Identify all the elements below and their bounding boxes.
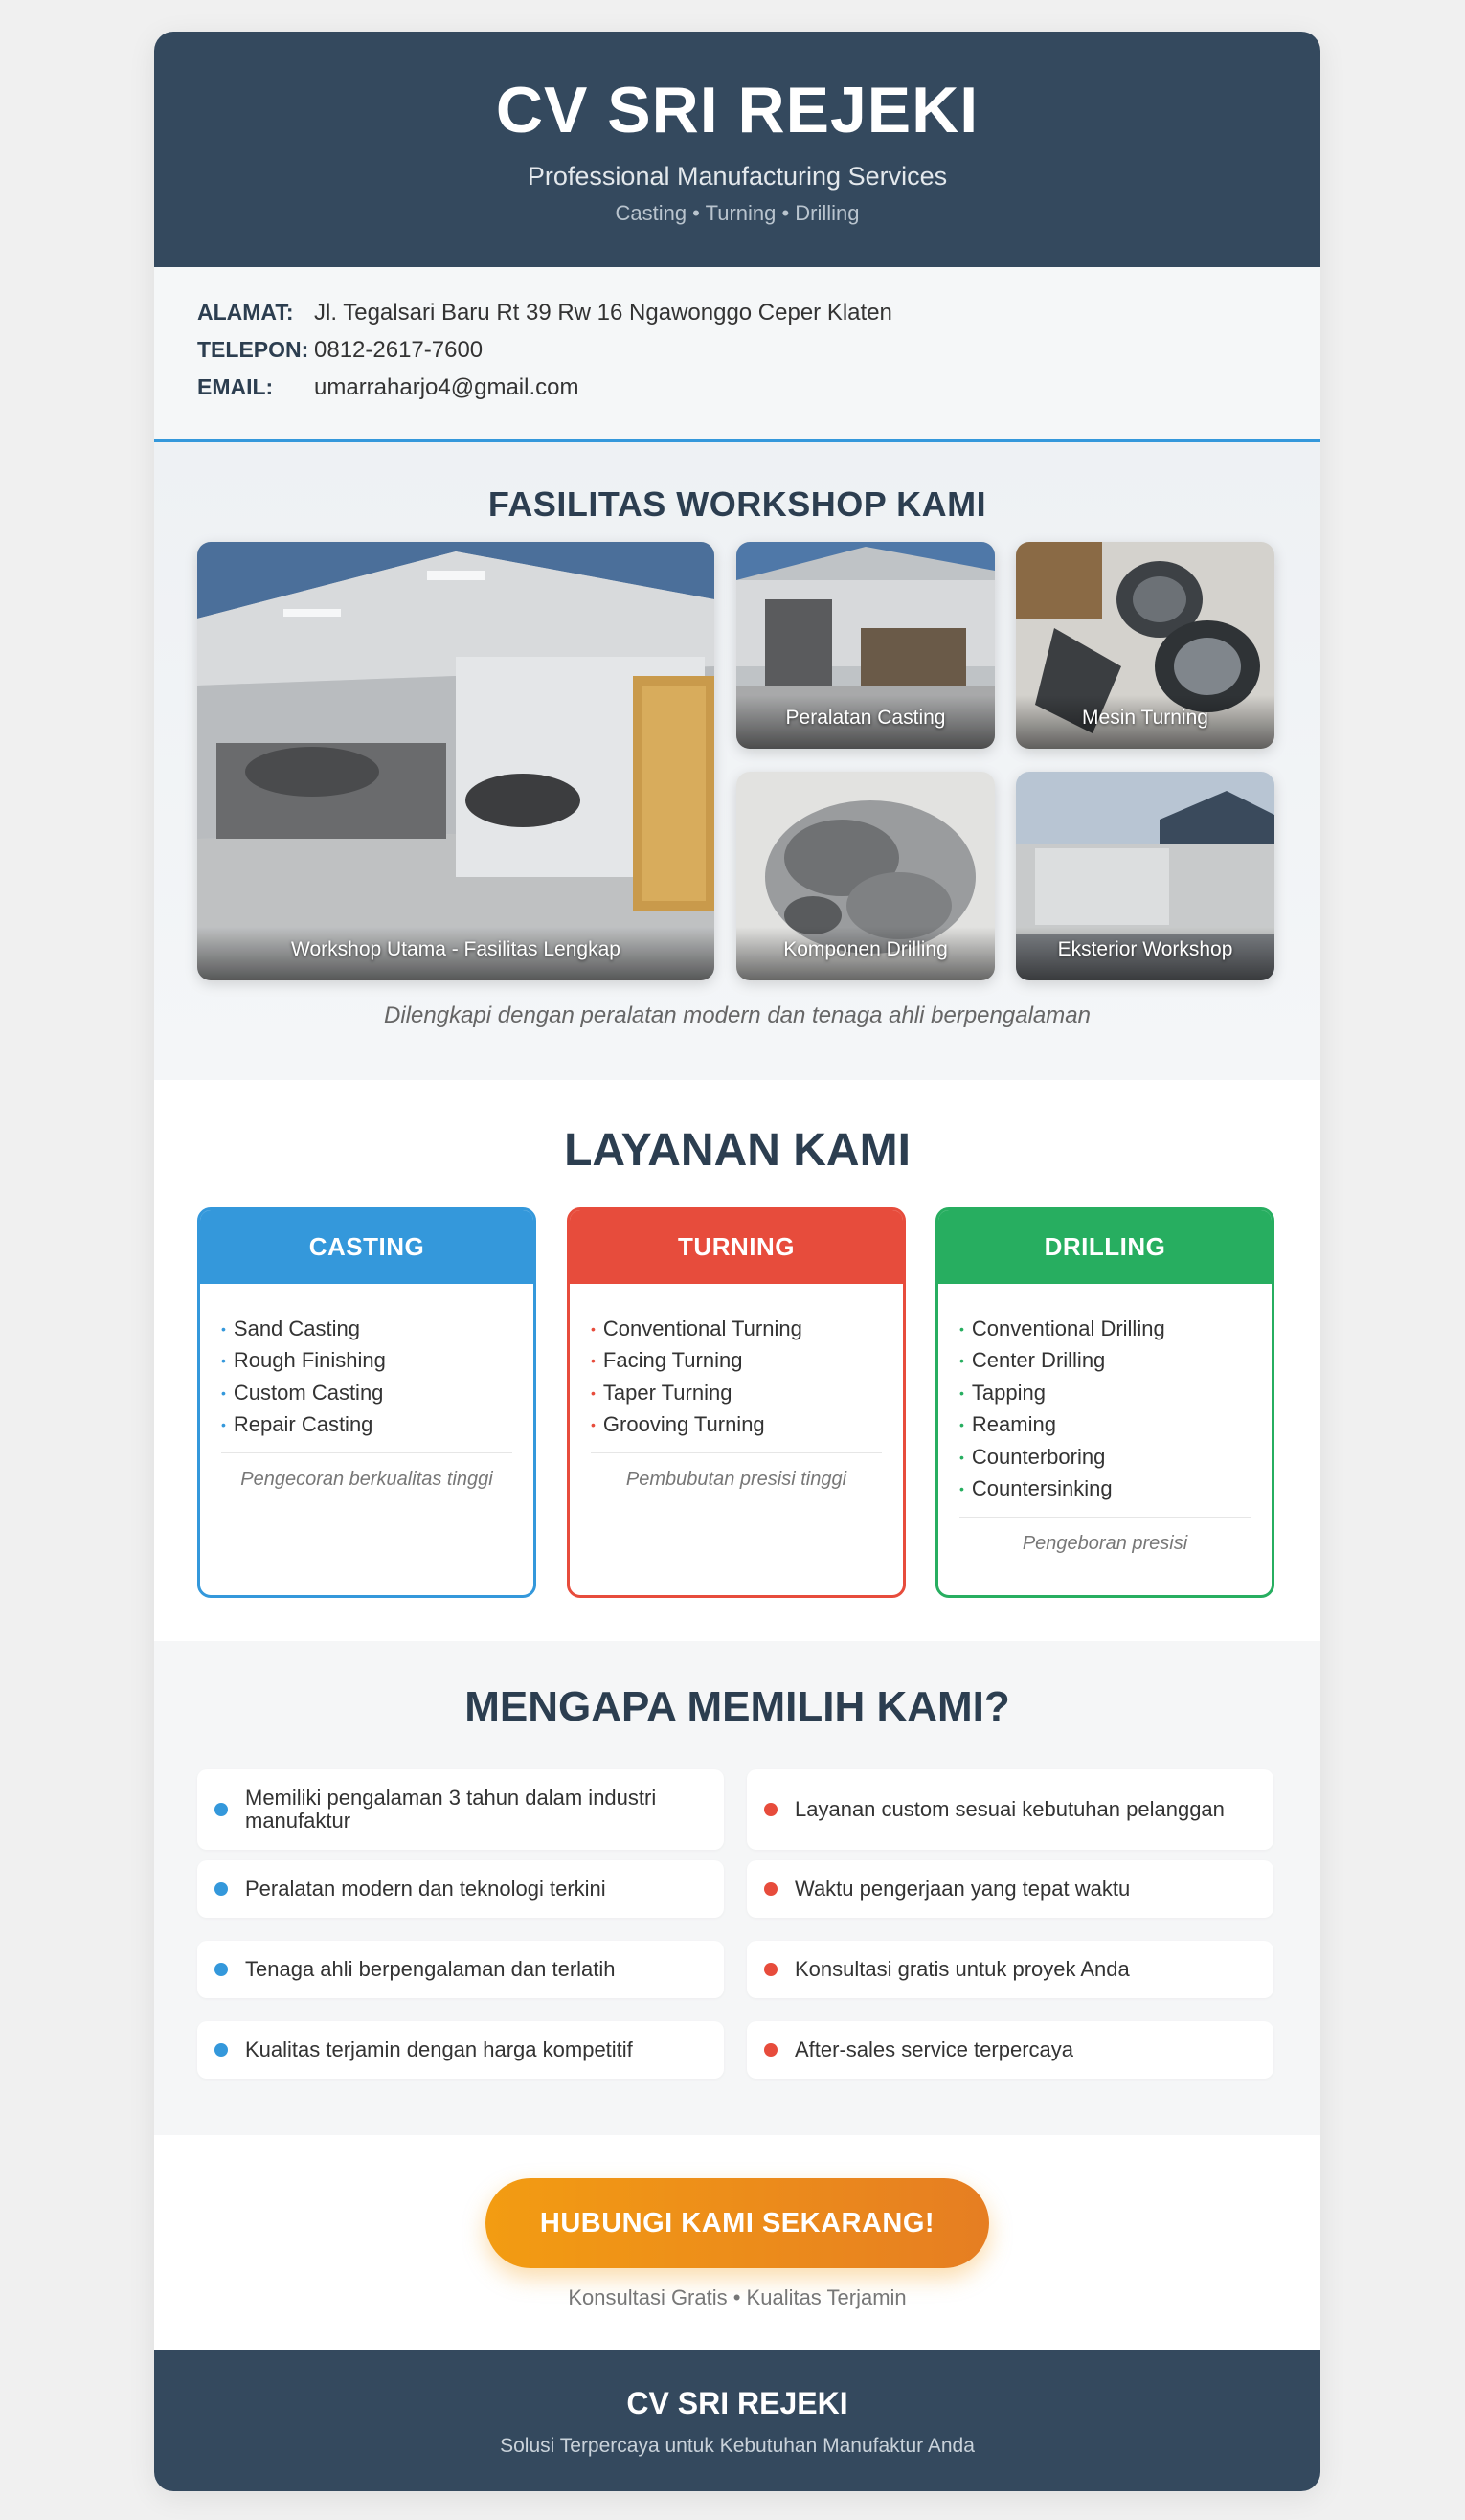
service-feature-item	[959, 1377, 1251, 1409]
bullet-icon: •	[959, 1320, 964, 1337]
why-us-text: Kualitas terjamin dengan harga kompetitif	[245, 2036, 633, 2061]
bullet-icon: •	[959, 1384, 964, 1401]
bullet-icon	[764, 1882, 778, 1896]
why-us-item	[197, 1941, 724, 1998]
feature-label: Reaming	[971, 1412, 1056, 1437]
feature-label: Taper Turning	[602, 1380, 732, 1405]
service-feature-item	[959, 1313, 1251, 1345]
why-us-item	[747, 1941, 1273, 1998]
why-us-text: Memiliki pengalaman 3 tahun dalam industri manufaktur	[245, 1785, 657, 1833]
photo-caption: Peralatan Casting	[736, 695, 995, 749]
why-us-item	[747, 1860, 1273, 1918]
service-note: Pengecoran berkualitas tinggi	[221, 1452, 512, 1491]
feature-label: Center Drilling	[971, 1348, 1106, 1373]
why-us-text: Tenaga ahli berpengalaman dan terlatih	[245, 1956, 616, 1981]
bullet-icon	[764, 1803, 778, 1816]
feature-label: Grooving Turning	[602, 1412, 765, 1437]
footer	[154, 2350, 1320, 2491]
service-feature-item	[591, 1409, 882, 1442]
bullet-icon: •	[591, 1353, 596, 1369]
service-card-turning	[567, 1207, 906, 1598]
service-feature-item	[221, 1345, 512, 1378]
service-card-casting	[197, 1207, 536, 1598]
service-feature-item	[591, 1377, 882, 1409]
bullet-icon: •	[221, 1417, 226, 1433]
services-title: LAYANAN KAMI	[564, 1125, 911, 1176]
photo-grid	[197, 542, 1277, 980]
bullet-icon: •	[959, 1353, 964, 1369]
email-label: EMAIL:	[197, 374, 274, 399]
service-feature-list	[200, 1284, 533, 1441]
why-us-item	[197, 1860, 724, 1918]
service-feature-item	[221, 1313, 512, 1345]
feature-label: Facing Turning	[602, 1348, 743, 1373]
services-section	[154, 1080, 1320, 1641]
cta-section	[154, 2135, 1320, 2350]
facilities-section	[154, 442, 1320, 1080]
feature-label: Custom Casting	[233, 1380, 384, 1405]
contact-info	[154, 267, 1320, 442]
footer-title: CV SRI REJEKI	[626, 2386, 848, 2420]
why-us-section	[154, 1641, 1320, 2135]
bullet-icon	[214, 2043, 228, 2057]
address-row	[197, 294, 1277, 331]
why-us-item	[197, 1769, 724, 1850]
feature-label: Countersinking	[971, 1476, 1113, 1501]
photo-caption: Komponen Drilling	[736, 927, 995, 980]
bullet-icon: •	[221, 1384, 226, 1401]
facilities-title: FASILITAS WORKSHOP KAMI	[487, 484, 987, 524]
service-note: Pembubutan presisi tinggi	[591, 1452, 882, 1491]
service-card-drilling	[935, 1207, 1274, 1598]
phone-row	[197, 331, 1277, 369]
phone-label: TELEPON:	[197, 337, 309, 362]
why-us-text: Konsultasi gratis untuk proyek Anda	[795, 1956, 1130, 1981]
service-feature-item	[591, 1313, 882, 1345]
photo-casting	[736, 542, 995, 749]
service-card-header: DRILLING	[938, 1210, 1272, 1284]
feature-label: Sand Casting	[233, 1316, 360, 1340]
address-value: Jl. Tegalsari Baru Rt 39 Rw 16 Ngawonggo Ceper Klaten	[314, 299, 892, 326]
header-subtitle: Professional Manufacturing Services	[527, 161, 948, 191]
feature-label: Rough Finishing	[233, 1348, 386, 1373]
feature-label: Counterboring	[971, 1444, 1106, 1469]
why-us-title: MENGAPA MEMILIH KAMI?	[464, 1683, 1010, 1730]
photo-exterior	[1016, 772, 1274, 980]
why-us-item	[197, 2021, 724, 2079]
service-card-header: TURNING	[570, 1210, 903, 1284]
service-feature-item	[221, 1409, 512, 1442]
service-feature-item	[221, 1377, 512, 1409]
bullet-icon: •	[591, 1320, 596, 1337]
photo-caption: Eksterior Workshop	[1016, 927, 1274, 980]
bullet-icon	[764, 2043, 778, 2057]
service-feature-item	[959, 1345, 1251, 1378]
bullet-icon: •	[959, 1417, 964, 1433]
service-feature-item	[959, 1474, 1251, 1506]
email-value[interactable]: umarraharjo4@gmail.com	[314, 373, 579, 400]
cta-subtext: Konsultasi Gratis • Kualitas Terjamin	[568, 2285, 907, 2309]
bullet-icon	[764, 1963, 778, 1976]
photo-turning	[1016, 542, 1274, 749]
address-label: ALAMAT:	[197, 300, 294, 325]
facilities-note: Dilengkapi dengan peralatan modern dan tenaga ahli berpengalaman	[384, 1002, 1091, 1028]
bullet-icon: •	[221, 1320, 226, 1337]
service-feature-list	[938, 1284, 1272, 1505]
bullet-icon: •	[959, 1481, 964, 1497]
feature-label: Tapping	[971, 1380, 1046, 1405]
bullet-icon: •	[591, 1417, 596, 1433]
footer-subtitle: Solusi Terpercaya untuk Kebutuhan Manufaktur Anda	[500, 2435, 975, 2457]
header-tagline: Casting • Turning • Drilling	[615, 200, 860, 225]
why-us-item	[747, 2021, 1273, 2079]
why-us-text: After-sales service terpercaya	[795, 2036, 1073, 2061]
header	[154, 32, 1320, 267]
photo-drilling	[736, 772, 995, 980]
service-card-header: CASTING	[200, 1210, 533, 1284]
bullet-icon	[214, 1963, 228, 1976]
bullet-icon: •	[959, 1449, 964, 1465]
photo-caption: Workshop Utama - Fasilitas Lengkap	[197, 927, 714, 980]
why-us-text: Peralatan modern dan teknologi terkini	[245, 1876, 606, 1901]
feature-label: Repair Casting	[233, 1412, 373, 1437]
bullet-icon: •	[221, 1353, 226, 1369]
email-row	[197, 369, 1277, 406]
why-us-text: Waktu pengerjaan yang tepat waktu	[795, 1876, 1131, 1901]
why-us-text: Layanan custom sesuai kebutuhan pelanggan	[795, 1796, 1225, 1821]
workshop-interior-image	[197, 542, 714, 980]
bullet-icon	[214, 1882, 228, 1896]
photo-main-workshop	[197, 542, 714, 980]
photo-caption: Mesin Turning	[1016, 695, 1274, 749]
feature-label: Conventional Drilling	[971, 1316, 1165, 1340]
company-name: CV SRI REJEKI	[495, 74, 980, 146]
bullet-icon	[214, 1803, 228, 1816]
phone-value[interactable]: 0812-2617-7600	[314, 336, 484, 363]
service-feature-item	[959, 1409, 1251, 1442]
service-feature-list	[570, 1284, 903, 1441]
why-us-item	[747, 1769, 1273, 1850]
feature-label: Conventional Turning	[602, 1316, 802, 1340]
service-feature-item	[959, 1441, 1251, 1474]
bullet-icon: •	[591, 1384, 596, 1401]
contact-us-button[interactable]: HUBUNGI KAMI SEKARANG!	[485, 2178, 989, 2268]
flyer-card	[154, 32, 1320, 2491]
service-note: Pengeboran presisi	[959, 1517, 1251, 1555]
service-feature-item	[591, 1345, 882, 1378]
